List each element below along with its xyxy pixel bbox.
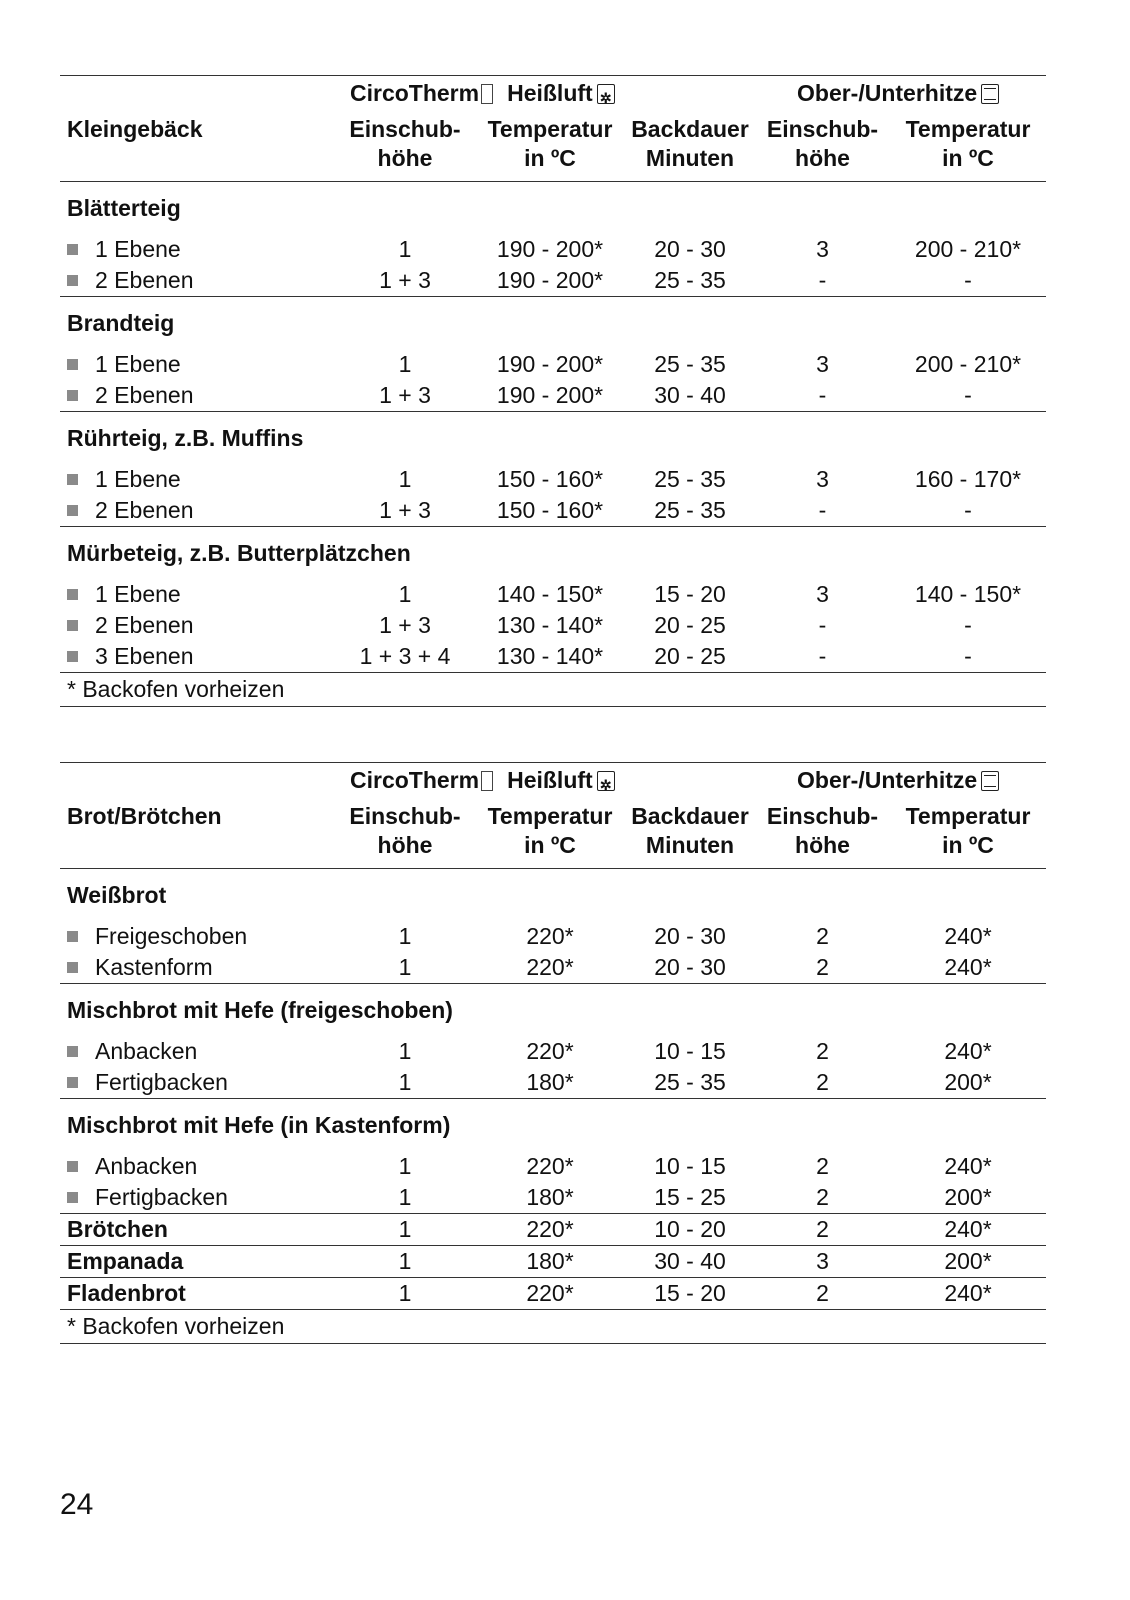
table-row — [60, 1277, 1046, 1309]
row-label: Empanada — [67, 1248, 184, 1274]
heissluft-text: Heißluft — [507, 80, 593, 106]
value-cell: - — [818, 382, 827, 408]
square-bullet-icon — [67, 505, 78, 516]
oberunter-text: Ober-/Unterhitze — [797, 767, 978, 793]
table-row — [60, 641, 1046, 672]
table-row — [60, 464, 1046, 495]
value-cell: 10 - 15 — [654, 1038, 726, 1064]
square-bullet-icon — [67, 1046, 78, 1057]
value-cell: 2 — [816, 1280, 829, 1306]
row-label — [67, 1067, 228, 1098]
value-cell: 220* — [526, 1038, 574, 1064]
value-cell: 1 — [398, 1069, 412, 1095]
group-name: Brandteig — [67, 310, 175, 336]
value-cell: 130 - 140* — [496, 612, 604, 638]
group-name: Rührteig, z.B. Muffins — [67, 425, 304, 451]
value-cell: 240* — [944, 923, 992, 949]
value-cell: 220* — [526, 954, 574, 980]
group-name: Weißbrot — [67, 882, 167, 908]
row-label — [67, 1182, 228, 1213]
footnote: * Backofen vorheizen — [67, 676, 285, 702]
value-cell: 180* — [526, 1184, 574, 1210]
value-cell: 2 — [816, 1069, 829, 1095]
value-cell: - — [818, 643, 827, 669]
group-header — [60, 526, 1046, 579]
square-bullet-icon — [67, 620, 78, 631]
page-number: 24 — [60, 1488, 94, 1521]
value-cell: 30 - 40 — [654, 382, 726, 408]
value-cell: 150 - 160* — [496, 466, 604, 492]
value-cell: 1 — [398, 954, 412, 980]
row-label — [67, 641, 193, 672]
square-bullet-icon — [67, 1192, 78, 1203]
column-header-line2: höhe — [377, 832, 433, 858]
value-cell: 220* — [526, 1280, 574, 1306]
value-cell: 240* — [944, 1038, 992, 1064]
square-bullet-icon — [67, 359, 78, 370]
column-header-line2: in ºC — [524, 832, 576, 858]
row-label-text: 1 Ebene — [95, 236, 181, 262]
value-cell: 15 - 20 — [654, 581, 726, 607]
column-header-line2: höhe — [377, 145, 433, 171]
column-header-line1: Backdauer — [631, 116, 749, 142]
row-label-text: Fertigbacken — [95, 1069, 228, 1095]
value-cell: 30 - 40 — [654, 1248, 726, 1274]
value-cell: 200* — [944, 1184, 992, 1210]
header-row-modes — [60, 75, 1046, 109]
column-header-3 — [625, 115, 755, 173]
group-name: Blätterteig — [67, 195, 181, 221]
value-cell: 240* — [944, 1280, 992, 1306]
column-header-line2: höhe — [795, 145, 850, 171]
column-header-5 — [898, 802, 1038, 860]
table-row — [60, 234, 1046, 265]
row-label — [67, 952, 213, 983]
row-label-text: Kastenform — [95, 954, 213, 980]
table-row — [60, 579, 1046, 610]
value-cell: 1 + 3 — [379, 267, 431, 293]
value-cell: - — [964, 643, 972, 669]
column-header-line1: Backdauer — [631, 803, 749, 829]
fan-icon — [597, 84, 615, 104]
row-label-text: 1 Ebene — [95, 351, 181, 377]
table-row — [60, 349, 1046, 380]
value-cell: 20 - 25 — [654, 612, 726, 638]
value-cell: 200 - 210* — [914, 236, 1022, 262]
table-row — [60, 1182, 1046, 1213]
value-cell: 240* — [944, 1153, 992, 1179]
value-cell: 2 — [816, 1216, 829, 1242]
group-name: Mischbrot mit Hefe (in Kastenform) — [67, 1112, 451, 1138]
row-label-text: 1 Ebene — [95, 466, 181, 492]
value-cell: 1 + 3 — [379, 497, 431, 523]
square-bullet-icon — [67, 931, 78, 942]
value-cell: 200 - 210* — [914, 351, 1022, 377]
value-cell: 180* — [526, 1248, 574, 1274]
group-header — [60, 296, 1046, 349]
table-row — [60, 1036, 1046, 1067]
value-cell: 1 — [398, 351, 412, 377]
column-header-line2: in ºC — [942, 145, 994, 171]
column-header-line1: Temperatur — [905, 803, 1031, 829]
column-header-4 — [760, 115, 885, 173]
value-cell: 240* — [944, 954, 992, 980]
value-cell: 25 - 35 — [654, 497, 726, 523]
row-label — [67, 1036, 197, 1067]
column-header-1 — [340, 115, 470, 173]
value-cell: 2 — [816, 923, 829, 949]
value-cell: 3 — [816, 351, 829, 377]
value-cell: 140 - 150* — [914, 581, 1022, 607]
row-label: Brötchen — [67, 1216, 168, 1242]
value-cell: 3 — [816, 581, 829, 607]
table-title: Kleingebäck — [67, 116, 203, 142]
value-cell: - — [964, 612, 972, 638]
table-row — [60, 265, 1046, 296]
value-cell: 1 + 3 — [379, 612, 431, 638]
column-header-line1: Einschub- — [766, 116, 879, 142]
value-cell: 10 - 15 — [654, 1153, 726, 1179]
square-bullet-icon — [67, 275, 78, 286]
table-row — [60, 921, 1046, 952]
column-header-line2: in ºC — [524, 145, 576, 171]
row-label — [67, 579, 181, 610]
value-cell: 3 — [816, 1248, 829, 1274]
column-header-3 — [625, 802, 755, 860]
value-cell: 1 — [398, 1038, 412, 1064]
value-cell: 130 - 140* — [496, 643, 604, 669]
column-header-line1: Temperatur — [487, 803, 613, 829]
top-bottom-heat-icon — [981, 771, 999, 791]
value-cell: 20 - 30 — [654, 236, 726, 262]
row-label — [67, 380, 193, 411]
column-header-line1: Temperatur — [487, 116, 613, 142]
value-cell: 150 - 160* — [496, 497, 604, 523]
column-header-line1: Temperatur — [905, 116, 1031, 142]
table-row — [60, 1067, 1046, 1098]
circotherm-label — [350, 77, 615, 110]
value-cell: 25 - 35 — [654, 466, 726, 492]
table-row — [60, 952, 1046, 983]
value-cell: 200* — [944, 1069, 992, 1095]
square-bullet-icon — [67, 651, 78, 662]
column-header-5 — [898, 115, 1038, 173]
column-header-4 — [760, 802, 885, 860]
circotherm-label — [350, 764, 615, 797]
table-row — [60, 380, 1046, 411]
square-bullet-icon — [67, 390, 78, 401]
table-row — [60, 1151, 1046, 1182]
row-label — [67, 464, 181, 495]
value-cell: 1 + 3 + 4 — [359, 643, 451, 669]
value-cell: 2 — [816, 1184, 829, 1210]
value-cell: 160 - 170* — [914, 466, 1022, 492]
square-bullet-icon — [67, 1161, 78, 1172]
value-cell: 180* — [526, 1069, 574, 1095]
group-header — [60, 411, 1046, 464]
value-cell: 25 - 35 — [654, 267, 726, 293]
table-kleingebaeck — [60, 75, 1046, 707]
value-cell: 20 - 25 — [654, 643, 726, 669]
row-label — [67, 349, 181, 380]
value-cell: 25 - 35 — [654, 1069, 726, 1095]
value-cell: 15 - 20 — [654, 1280, 726, 1306]
table-row — [60, 1245, 1046, 1277]
row-label — [67, 495, 193, 526]
column-header-2 — [480, 115, 620, 173]
value-cell: - — [964, 382, 972, 408]
value-cell: 1 — [398, 236, 412, 262]
row-label — [67, 921, 247, 952]
row-label-text: Fertigbacken — [95, 1184, 228, 1210]
value-cell: 3 — [816, 466, 829, 492]
square-bullet-icon — [67, 1077, 78, 1088]
group-header — [60, 983, 1046, 1036]
row-label-text: 2 Ebenen — [95, 267, 194, 293]
circotherm-text: CircoTherm — [350, 767, 480, 793]
column-header-line2: Minuten — [645, 145, 735, 171]
table-title: Brot/Brötchen — [67, 803, 222, 829]
heissluft-text: Heißluft — [507, 767, 593, 793]
column-header-line1: Einschub- — [349, 803, 461, 829]
row-label: Fladenbrot — [67, 1280, 186, 1306]
row-label-text: Anbacken — [95, 1153, 198, 1179]
value-cell: 15 - 25 — [654, 1184, 726, 1210]
oberunter-label — [797, 77, 999, 110]
value-cell: - — [964, 497, 972, 523]
header-row-modes — [60, 762, 1046, 796]
row-label — [67, 265, 193, 296]
column-header-2 — [480, 802, 620, 860]
row-label — [67, 1151, 197, 1182]
top-bottom-heat-icon — [981, 84, 999, 104]
value-cell: 1 — [398, 1248, 412, 1274]
circotherm-box-icon — [481, 771, 493, 791]
table-brot-broetchen — [60, 762, 1046, 1344]
row-label — [67, 234, 181, 265]
value-cell: 1 — [398, 923, 412, 949]
oberunter-text: Ober-/Unterhitze — [797, 80, 978, 106]
group-header — [60, 868, 1046, 921]
value-cell: - — [818, 267, 827, 293]
group-header — [60, 1098, 1046, 1151]
value-cell: - — [818, 497, 827, 523]
value-cell: 190 - 200* — [496, 236, 604, 262]
column-header-line2: Minuten — [645, 832, 735, 858]
value-cell: 10 - 20 — [654, 1216, 726, 1242]
square-bullet-icon — [67, 474, 78, 485]
footnote-row — [60, 672, 1046, 707]
circotherm-box-icon — [481, 84, 493, 104]
value-cell: 1 — [398, 1216, 412, 1242]
square-bullet-icon — [67, 244, 78, 255]
row-label-text: 2 Ebenen — [95, 382, 194, 408]
value-cell: 3 — [816, 236, 829, 262]
row-label-text: Anbacken — [95, 1038, 198, 1064]
square-bullet-icon — [67, 589, 78, 600]
value-cell: 1 — [398, 1184, 412, 1210]
value-cell: 1 — [398, 581, 412, 607]
row-label-text: 2 Ebenen — [95, 612, 194, 638]
value-cell: 190 - 200* — [496, 382, 604, 408]
value-cell: 25 - 35 — [654, 351, 726, 377]
value-cell: 20 - 30 — [654, 923, 726, 949]
value-cell: 20 - 30 — [654, 954, 726, 980]
value-cell: 1 — [398, 1280, 412, 1306]
value-cell: 200* — [944, 1248, 992, 1274]
footnote-row — [60, 1309, 1046, 1344]
fan-icon — [597, 771, 615, 791]
value-cell: 140 - 150* — [496, 581, 604, 607]
value-cell: 2 — [816, 1153, 829, 1179]
value-cell: 2 — [816, 954, 829, 980]
oberunter-label — [797, 764, 999, 797]
value-cell: 240* — [944, 1216, 992, 1242]
circotherm-text: CircoTherm — [350, 80, 480, 106]
column-header-1 — [340, 802, 470, 860]
square-bullet-icon — [67, 962, 78, 973]
column-header-line1: Einschub- — [766, 803, 879, 829]
value-cell: 220* — [526, 1216, 574, 1242]
footnote: * Backofen vorheizen — [67, 1313, 285, 1339]
value-cell: 220* — [526, 923, 574, 949]
column-header-line2: höhe — [795, 832, 850, 858]
value-cell: - — [964, 267, 972, 293]
value-cell: 220* — [526, 1153, 574, 1179]
group-name: Mürbeteig, z.B. Butterplätzchen — [67, 540, 411, 566]
group-header — [60, 181, 1046, 234]
header-row-columns — [60, 796, 1046, 868]
header-row-columns — [60, 109, 1046, 181]
value-cell: 190 - 200* — [496, 267, 604, 293]
value-cell: 2 — [816, 1038, 829, 1064]
table-row — [60, 610, 1046, 641]
value-cell: 190 - 200* — [496, 351, 604, 377]
value-cell: - — [818, 612, 827, 638]
column-header-line2: in ºC — [942, 832, 994, 858]
row-label-text: 3 Ebenen — [95, 643, 194, 669]
table-row — [60, 1213, 1046, 1245]
column-header-line1: Einschub- — [349, 116, 461, 142]
row-label-text: Freigeschoben — [95, 923, 248, 949]
row-label — [67, 610, 193, 641]
table-row — [60, 495, 1046, 526]
value-cell: 1 — [398, 466, 412, 492]
value-cell: 1 — [398, 1153, 412, 1179]
group-name: Mischbrot mit Hefe (freigeschoben) — [67, 997, 453, 1023]
value-cell: 1 + 3 — [379, 382, 431, 408]
row-label-text: 1 Ebene — [95, 581, 181, 607]
row-label-text: 2 Ebenen — [95, 497, 194, 523]
